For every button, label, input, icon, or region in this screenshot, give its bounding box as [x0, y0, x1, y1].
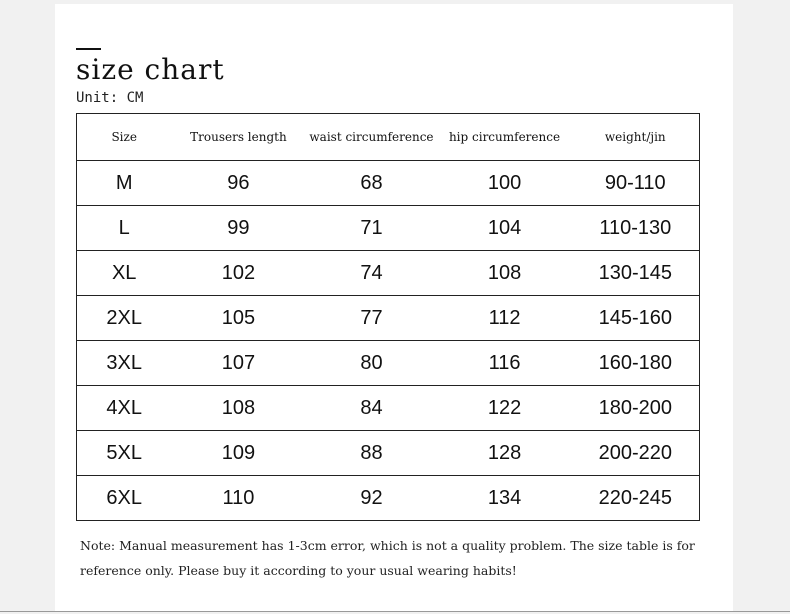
trousers-length-cell: 99: [171, 206, 305, 251]
table-row: [77, 296, 700, 341]
title-accent-line: [76, 48, 101, 50]
trousers-length-cell: 107: [171, 341, 305, 386]
waist-cell: 84: [305, 386, 437, 431]
weight-cell: 145-160: [572, 296, 700, 341]
page-title: size chart: [76, 53, 225, 86]
trousers-length-cell: 110: [171, 476, 305, 521]
waist-cell: 80: [305, 341, 437, 386]
hip-cell: 108: [437, 251, 571, 296]
table-row: [77, 386, 700, 431]
size-table: [76, 113, 700, 521]
table-row: [77, 476, 700, 521]
column-header: weight/jin: [572, 114, 700, 161]
bottom-divider: [0, 611, 790, 612]
column-header: Size: [77, 114, 172, 161]
hip-cell: 128: [437, 431, 571, 476]
weight-cell: 200-220: [572, 431, 700, 476]
waist-cell: 88: [305, 431, 437, 476]
column-header: waist circumference: [305, 114, 437, 161]
table-row: [77, 431, 700, 476]
hip-cell: 122: [437, 386, 571, 431]
weight-cell: 130-145: [572, 251, 700, 296]
hip-cell: 116: [437, 341, 571, 386]
size-cell: 3XL: [77, 341, 172, 386]
column-header: hip circumference: [437, 114, 571, 161]
trousers-length-cell: 108: [171, 386, 305, 431]
size-cell: 5XL: [77, 431, 172, 476]
weight-cell: 90-110: [572, 161, 700, 206]
trousers-length-cell: 102: [171, 251, 305, 296]
trousers-length-cell: 109: [171, 431, 305, 476]
waist-cell: 74: [305, 251, 437, 296]
size-chart-page: [55, 4, 733, 611]
hip-cell: 134: [437, 476, 571, 521]
weight-cell: 180-200: [572, 386, 700, 431]
table-header-row: [77, 114, 700, 161]
waist-cell: 92: [305, 476, 437, 521]
hip-cell: 104: [437, 206, 571, 251]
waist-cell: 71: [305, 206, 437, 251]
weight-cell: 160-180: [572, 341, 700, 386]
unit-label: Unit: CM: [76, 90, 144, 106]
weight-cell: 220-245: [572, 476, 700, 521]
table-row: [77, 251, 700, 296]
size-cell: M: [77, 161, 172, 206]
size-cell: L: [77, 206, 172, 251]
size-cell: XL: [77, 251, 172, 296]
trousers-length-cell: 96: [171, 161, 305, 206]
table-row: [77, 206, 700, 251]
hip-cell: 112: [437, 296, 571, 341]
measurement-note: Note: Manual measurement has 1-3cm error, which is not a quality problem. The size table is for reference only. Please buy it according to your usual wearing habits!: [80, 538, 695, 578]
table-row: [77, 341, 700, 386]
waist-cell: 77: [305, 296, 437, 341]
table-row: [77, 161, 700, 206]
size-cell: 4XL: [77, 386, 172, 431]
weight-cell: 110-130: [572, 206, 700, 251]
size-cell: 6XL: [77, 476, 172, 521]
trousers-length-cell: 105: [171, 296, 305, 341]
waist-cell: 68: [305, 161, 437, 206]
hip-cell: 100: [437, 161, 571, 206]
column-header: Trousers length: [171, 114, 305, 161]
size-cell: 2XL: [77, 296, 172, 341]
